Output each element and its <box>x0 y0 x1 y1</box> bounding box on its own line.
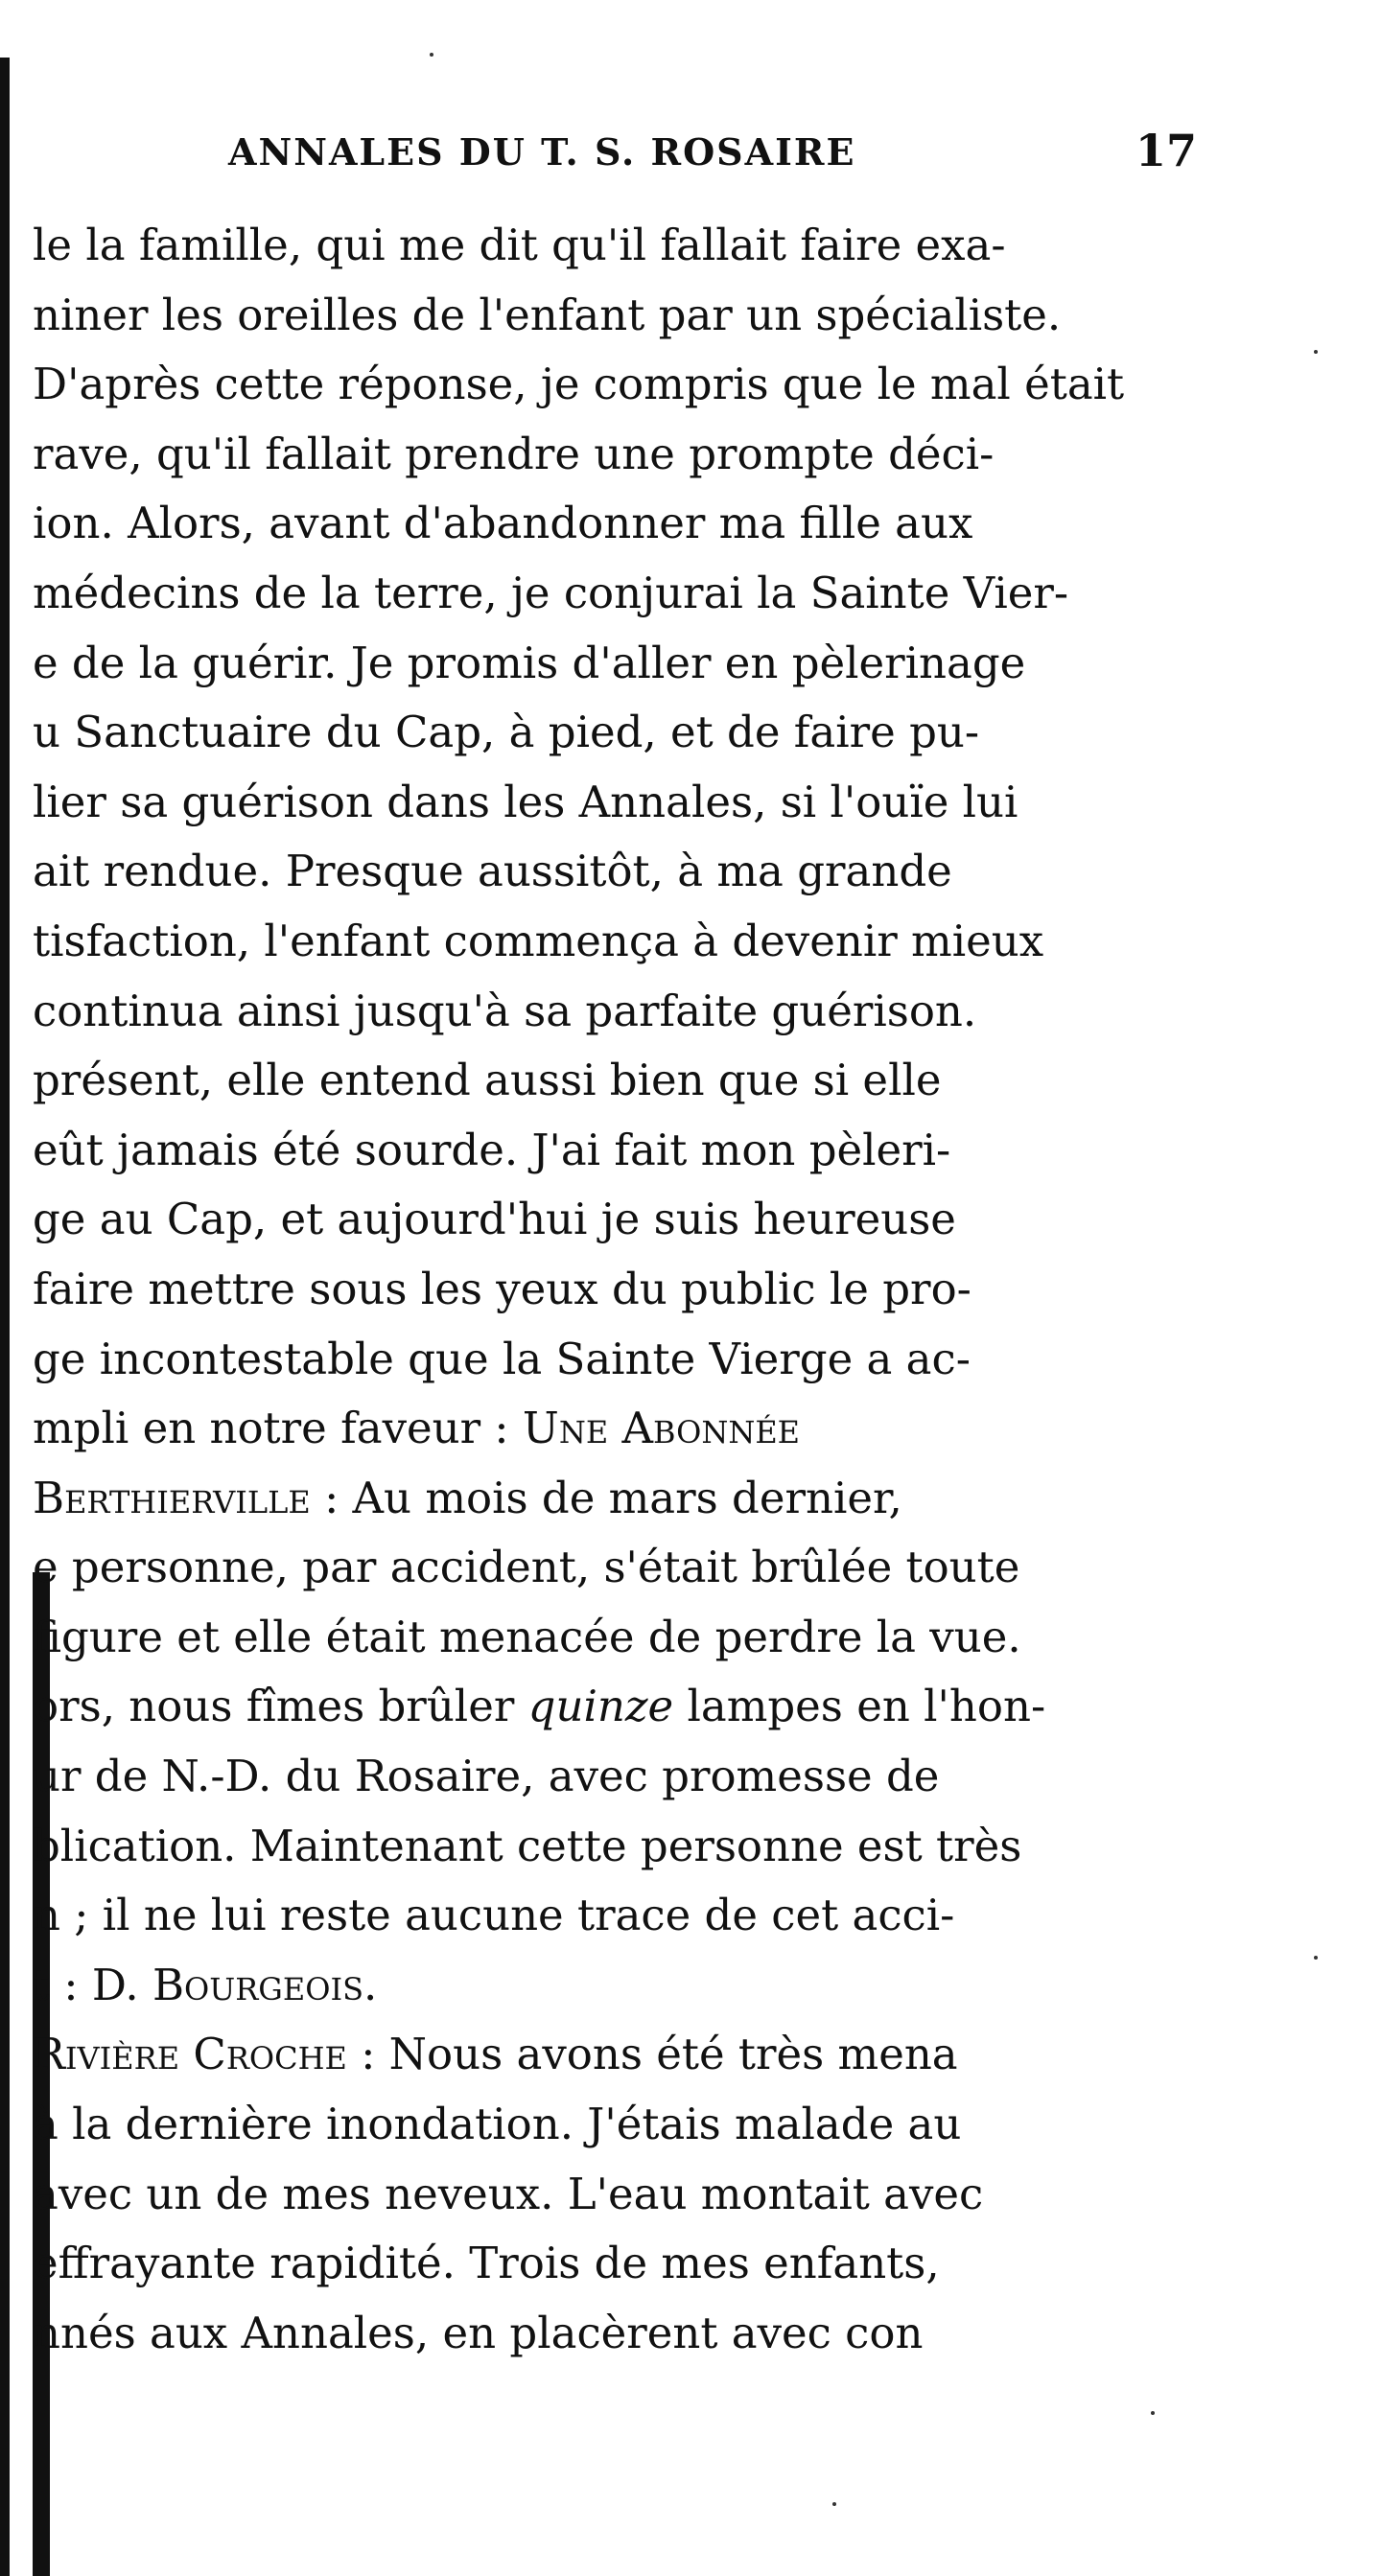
text-segment: effrayante rapidité. Trois de mes enfants, <box>33 2238 940 2289</box>
text-segment: niner les oreilles de l'enfant par un spécialiste. <box>33 289 1062 340</box>
text-segment: e personne, par accident, s'était brûlée toute <box>33 1542 1020 1593</box>
text-segment: tisfaction, l'enfant commença à devenir mieux <box>33 915 1044 966</box>
text-line <box>33 420 1198 490</box>
text-segment: ge incontestable que la Sainte Vierge a ac- <box>33 1333 971 1384</box>
text-segment: Berthierville <box>33 1472 311 1523</box>
text-line <box>33 698 1198 768</box>
text-line <box>33 281 1198 351</box>
text-segment: Bourgeois <box>152 1959 364 2010</box>
text-line <box>33 907 1198 977</box>
text-segment: continua ainsi jusqu'à sa parfaite guérison. <box>33 985 977 1036</box>
text-line <box>33 977 1198 1047</box>
text-segment: figure et elle était menacée de perdre la vue. <box>33 1611 1021 1662</box>
text-segment: médecins de la terre, je conjurai la Sainte Vier- <box>33 567 1069 618</box>
text-segment: nnés aux Annales, en placèrent avec con <box>33 2307 924 2358</box>
text-line <box>33 2090 1198 2160</box>
text-line <box>33 1394 1198 1464</box>
specks <box>1151 2411 1155 2415</box>
text-segment: D'après cette réponse, je compris que le mal était <box>33 359 1125 410</box>
text-segment: le la famille, qui me dit qu'il fallait faire exa- <box>33 220 1006 270</box>
text-line <box>33 837 1198 907</box>
specks <box>1314 350 1318 354</box>
body-text <box>33 211 1198 2368</box>
text-line <box>33 211 1198 281</box>
page-gutter-shadow <box>0 58 10 2576</box>
text-segment: mpli en notre faveur : <box>33 1403 523 1454</box>
text-line <box>33 1185 1198 1255</box>
text-segment: avec un de mes neveux. L'eau montait avec <box>33 2168 984 2219</box>
text-segment: Une Abonnée <box>522 1403 801 1454</box>
text-line <box>33 350 1198 420</box>
text-line <box>33 1951 1198 2021</box>
text-segment: quinze <box>527 1681 674 1732</box>
text-line <box>33 2020 1198 2090</box>
text-segment: faire mettre sous les yeux du public le pro- <box>33 1263 971 1314</box>
text-line <box>33 1116 1198 1186</box>
text-line <box>33 1046 1198 1116</box>
text-line <box>33 629 1198 699</box>
specks <box>832 2502 836 2506</box>
page-header <box>228 125 1197 182</box>
text-segment: lier sa guérison dans les Annales, si l'ouïe lui <box>33 776 1018 827</box>
text-segment: à la dernière inondation. J'étais malade au <box>33 2099 962 2150</box>
text-segment: Rivière Croche <box>33 2029 347 2080</box>
text-line <box>33 1255 1198 1325</box>
text-line <box>33 1603 1198 1673</box>
text-line <box>33 489 1198 559</box>
text-segment: eût jamais été sourde. J'ai fait mon pèleri- <box>33 1124 951 1175</box>
text-segment: lampes en l'hon- <box>673 1681 1046 1732</box>
text-line <box>33 1672 1198 1742</box>
text-line <box>33 559 1198 629</box>
text-line <box>33 1325 1198 1395</box>
page-number: 17 <box>1135 125 1197 176</box>
text-line <box>33 2160 1198 2230</box>
text-segment: e de la guérir. Je promis d'aller en pèlerinage <box>33 637 1026 688</box>
text-line <box>33 2229 1198 2299</box>
text-line <box>33 768 1198 838</box>
text-segment: ur de N.-D. du Rosaire, avec promesse de <box>33 1751 940 1802</box>
text-line <box>33 1533 1198 1603</box>
text-line <box>33 2299 1198 2369</box>
text-line <box>33 1464 1198 1534</box>
text-segment: rave, qu'il fallait prendre une prompte déci- <box>33 428 995 479</box>
text-segment: blication. Maintenant cette personne est très <box>33 1820 1022 1871</box>
text-segment: t : D. <box>33 1959 152 2010</box>
text-line <box>33 1812 1198 1882</box>
text-line <box>33 1742 1198 1812</box>
text-segment: : Au mois de mars dernier, <box>310 1472 902 1523</box>
text-segment: ors, nous fîmes brûler <box>33 1681 528 1732</box>
text-segment: ait rendue. Presque aussitôt, à ma grande <box>33 846 952 897</box>
text-segment: : Nous avons été très mena <box>346 2029 958 2080</box>
text-segment: . <box>363 1959 378 2010</box>
running-title: ANNALES DU T. S. ROSAIRE <box>228 130 856 174</box>
text-segment: n ; il ne lui reste aucune trace de cet acci- <box>33 1890 955 1941</box>
text-segment: ge au Cap, et aujourd'hui je suis heureuse <box>33 1194 956 1245</box>
text-line <box>33 1881 1198 1951</box>
specks <box>1314 1956 1318 1960</box>
text-segment: ion. Alors, avant d'abandonner ma fille aux <box>33 498 973 549</box>
text-segment: u Sanctuaire du Cap, à pied, et de faire pu- <box>33 707 980 758</box>
text-segment: présent, elle entend aussi bien que si elle <box>33 1055 942 1106</box>
specks <box>430 53 433 57</box>
